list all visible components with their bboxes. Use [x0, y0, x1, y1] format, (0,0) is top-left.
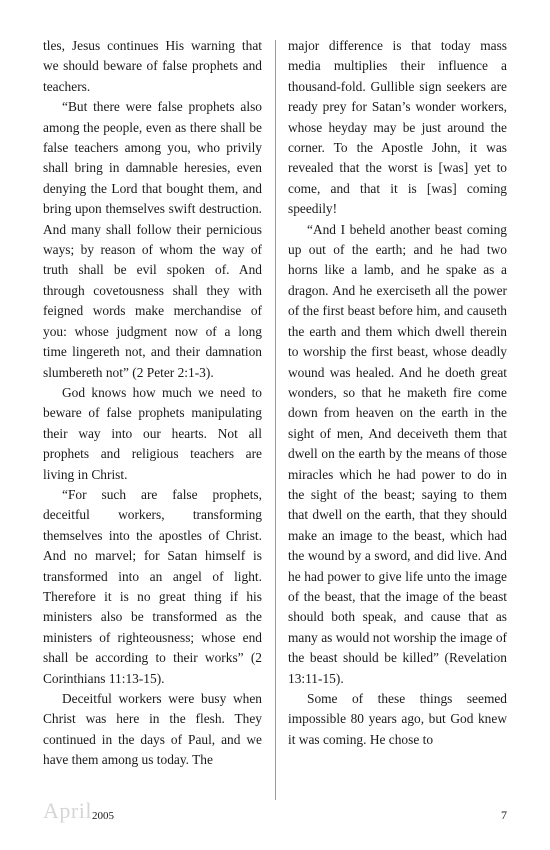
paragraph: “For such are false prophets, deceitful workers, transforming themselves into the apostles of Christ. And no marvel; for Satan himself is transformed into an angel of light. Therefore it is no great thing if his ministers also be transformed as the ministers of righteousness; whose end shall be according to their works” (2 Corinthians 11:13-15).	[43, 486, 262, 686]
page-number: 7	[501, 808, 507, 822]
right-column	[288, 36, 507, 750]
column-divider	[275, 40, 276, 800]
paragraph: major difference is that today mass media multiplies their influence a thousand-fold. Gullible sign seekers are ready prey for Satan’s wonder workers, whose heyday may be just around the corner. To the Apostle John, it was revealed that the worst is [was] yet to come, and that it is [was] coming speedily!	[288, 38, 507, 217]
footer-month: April	[43, 798, 92, 823]
paragraph: tles, Jesus continues His warning that we should beware of false prophets and teachers.	[43, 38, 262, 94]
left-column	[43, 36, 262, 771]
paragraph: Deceitful workers were busy when Christ was here in the flesh. They continued in the days of Paul, and we have them among us today. The	[43, 691, 262, 768]
footer-year: 2005	[92, 810, 114, 822]
paragraph: God knows how much we need to beware of false prophets manipulating their way into our hearts. Not all prophets and religious teachers are living in Christ.	[43, 384, 262, 482]
paragraph: “And I beheld another beast coming up out of the earth; and he had two horns like a lamb, and he spake as a dragon. And he exerciseth all the power of the first beast before him, and causeth the earth and them which dwell therein to worship the first beast, whose deadly wound was healed. And he doeth great wonders, so that he maketh fire come down from heaven on the earth in the sight of men, And deceiveth them that dwell on the earth by the means of those miracles which he had power to do in the sight of the beast; saying to them that dwell on the earth, that they should make an image to the beast, which had the wound by a sword, and did live. And he had power to give life unto the image of the beast, that the image of the beast should both speak, and cause that as many as would not worship the image of the beast should be killed” (Revelation 13:11-15).	[288, 221, 507, 686]
paragraph: “But there were false prophets also among the people, even as there shall be false teachers among you, who privily shall bring in damnable heresies, even denying the Lord that bought them, and bring upon themselves swift destruction. And many shall follow their pernicious ways; by reason of whom the way of truth shall be evil spoken of. And through covetousness shall they with feigned words make merchandise of you: whose judgment now of a long time lingereth not, and their damnation slumbereth not” (2 Peter 2:1-3).	[43, 99, 262, 380]
paragraph: Some of these things seemed impossible 80 years ago, but God knew it was coming. He chose to	[288, 691, 507, 747]
